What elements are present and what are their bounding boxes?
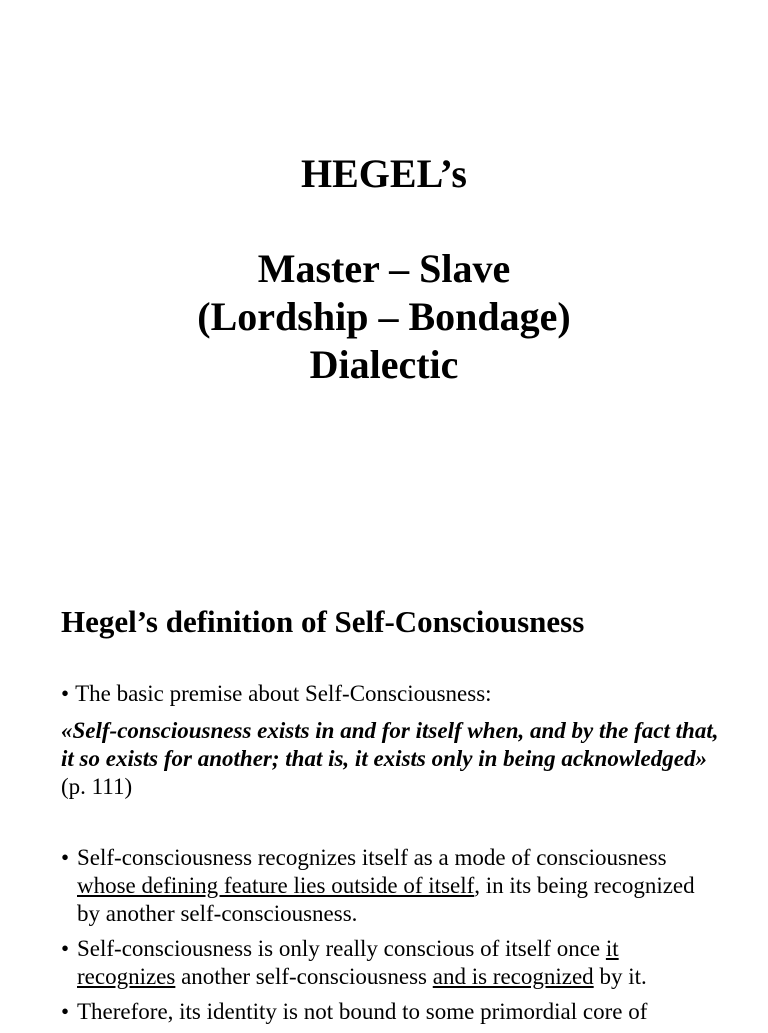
bullet-text: Therefore, its identity is not bound to some primordial core of [77, 999, 648, 1024]
premise-text: The basic premise about Self-Consciousness: [75, 681, 492, 706]
bullet-text: another self-consciousness [175, 964, 433, 989]
title-line-dialectic: Dialectic [309, 342, 459, 387]
bullet-text: Self-consciousness recognizes itself as a mode of consciousness [77, 845, 667, 870]
quote-citation: (p. 111) [61, 774, 133, 799]
bullet-list [61, 844, 721, 1033]
underlined-phrase: and is recognized [432, 964, 594, 989]
title-line-lordship-bondage: (Lordship – Bondage) [197, 294, 571, 339]
list-item [61, 935, 721, 991]
bullet-icon: • [61, 681, 70, 706]
bullet-icon: • [61, 845, 70, 870]
bullet-text: Self-consciousness is only really conscious of itself once [77, 936, 606, 961]
bullet-icon: • [61, 999, 70, 1024]
bullet-icon: • [61, 936, 70, 961]
underlined-phrase: it recognizes [77, 936, 619, 989]
slide-heading: Hegel’s definition of Self-Consciousness [61, 604, 585, 639]
underlined-phrase: whose defining feature lies outside of itself [77, 873, 475, 898]
list-item [61, 844, 721, 928]
bullet-text: by it. [593, 964, 647, 989]
list-item [61, 998, 721, 1026]
slide-subtitle [0, 245, 768, 389]
title-line-author: HEGEL’s [301, 151, 467, 196]
premise-bullet [61, 680, 721, 708]
title-line-master-slave: Master – Slave [257, 246, 511, 291]
slide-title [0, 150, 768, 198]
bullet-text: , in its being recognized by another self-consciousness. [77, 873, 695, 926]
hegel-quote [61, 717, 721, 801]
quote-text: «Self-consciousness exists in and for itself when, and by the fact that, it so exists for another; that is, it exists only in being acknowledged» [61, 718, 719, 771]
content-slide [0, 540, 768, 1024]
